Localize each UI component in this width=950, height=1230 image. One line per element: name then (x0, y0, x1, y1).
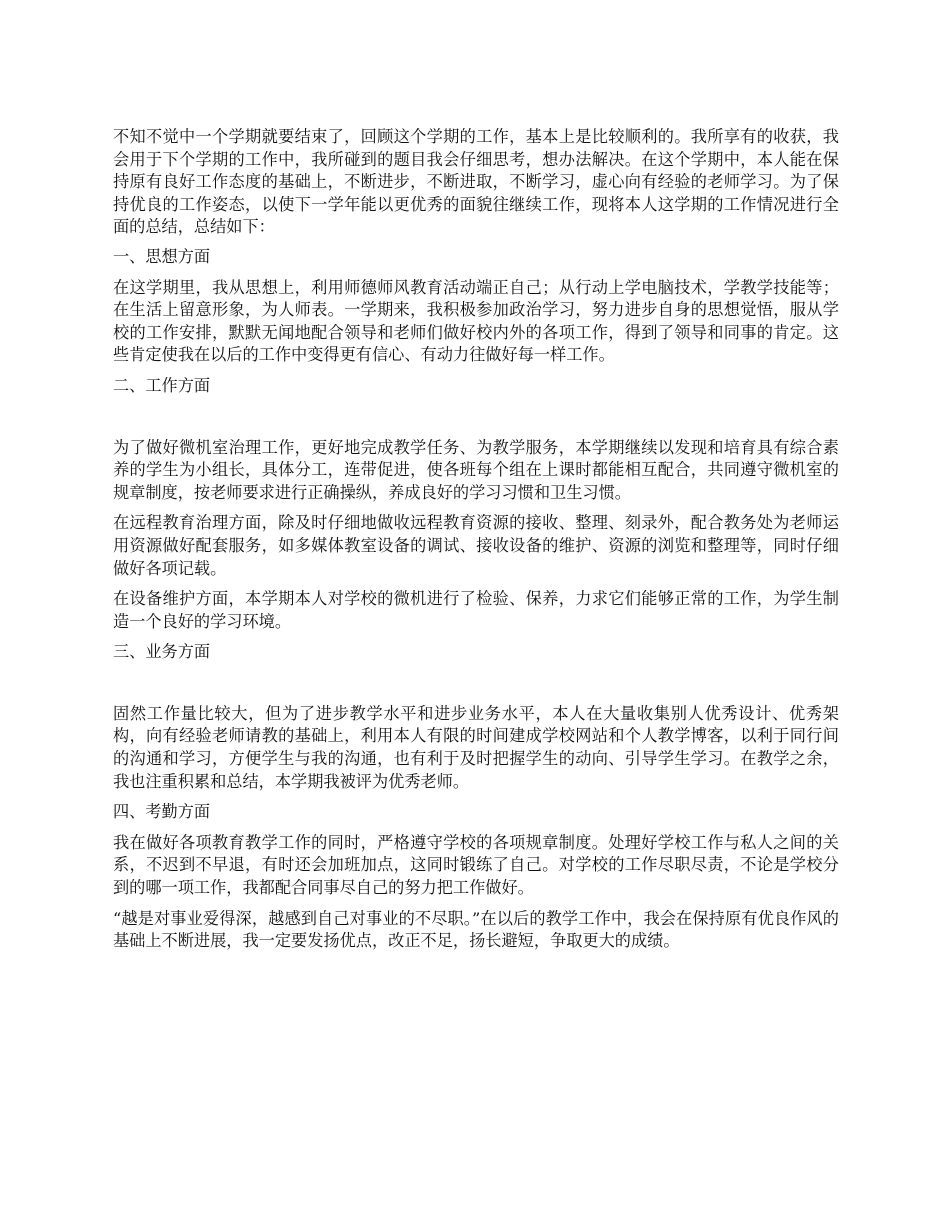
section-heading-attendance: 四、考勤方面 (113, 802, 211, 822)
intro-paragraph: 不知不觉中一个学期就要结束了，回顾这个学期的工作，基本上是比较顺利的。我所享有的收获，我会用于下个学期的工作中，我所碰到的题目我会仔细思考，想办法解决。在这个学期中，本人能在保持原有良好工作态度的基础上，不断进步，不断进取，不断学习，虚心向有经验的老师学习。为了保持优良的工作姿态，以使下一学年能以更优秀的面貌往继续工作，现将本人这学期的工作情况进行全面的总结，总结如下： (113, 127, 839, 237)
work-paragraph-lab: 为了做好微机室治理工作，更好地完成教学任务、为教学服务，本学期继续以发现和培育具有综合素养的学生为小组长，具体分工，连带促进，使各班每个组在上课时都能相互配合，共同遵守微机室的规章制度，按老师要求进行正确操纵，养成良好的学习习惯和卫生习惯。 (113, 437, 839, 502)
section-heading-thought: 一、思想方面 (113, 246, 211, 266)
business-paragraph: 固然工作量比较大，但为了进步教学水平和进步业务水平，本人在大量收集别人优秀设计、优秀架构，向有经验老师请教的基础上，利用本人有限的时间建成学校网站和个人教学博客，以利于同行间的沟通和学习，方便学生与我的沟通，也有利于及时把握学生的动向、引导学生学习。在教学之余，我也注重积累和总结，本学期我被评为优秀老师。 (113, 703, 839, 791)
section-heading-business: 三、业务方面 (113, 642, 211, 662)
closing-paragraph: “越是对事业爱得深，越感到自己对事业的不尽职。”在以后的教学工作中，我会在保持原有优良作风的基础上不断进展，我一定要发扬优点，改正不足，扬长避短，争取更大的成绩。 (113, 908, 839, 951)
section-heading-work: 二、工作方面 (113, 375, 211, 395)
attendance-paragraph: 我在做好各项教育教学工作的同时，严格遵守学校的各项规章制度。处理好学校工作与私人之间的关系，不迟到不早退，有时还会加班加点，这同时锻练了自己。对学校的工作尽职尽责，不论是学校分到的哪一项工作，我都配合同事尽自己的努力把工作做好。 (113, 832, 839, 898)
thought-paragraph: 在这学期里，我从思想上，利用师德师风教育活动端正自己；从行动上学电脑技术，学教学技能等；在生活上留意形象，为人师表。一学期来，我积极参加政治学习，努力进步自身的思想觉悟，服从学校的工作安排，默默无闻地配合领导和老师们做好校内外的各项工作，得到了领导和同事的肯定。这些肯定使我在以后的工作中变得更有信心、有动力往做好每一样工作。 (113, 277, 839, 365)
work-paragraph-remote-education: 在远程教育治理方面，除及时仔细地做收远程教育资源的接收、整理、刻录外，配合教务处为老师运用资源做好配套服务，如多媒体教室设备的调试、接收设备的维护、资源的浏览和整理等，同时仔细做好各项记载。 (113, 513, 839, 578)
work-paragraph-equipment: 在设备维护方面，本学期本人对学校的微机进行了检验、保养，力求它们能够正常的工作，为学生制造一个良好的学习环境。 (113, 589, 839, 631)
document-body (113, 126, 839, 961)
